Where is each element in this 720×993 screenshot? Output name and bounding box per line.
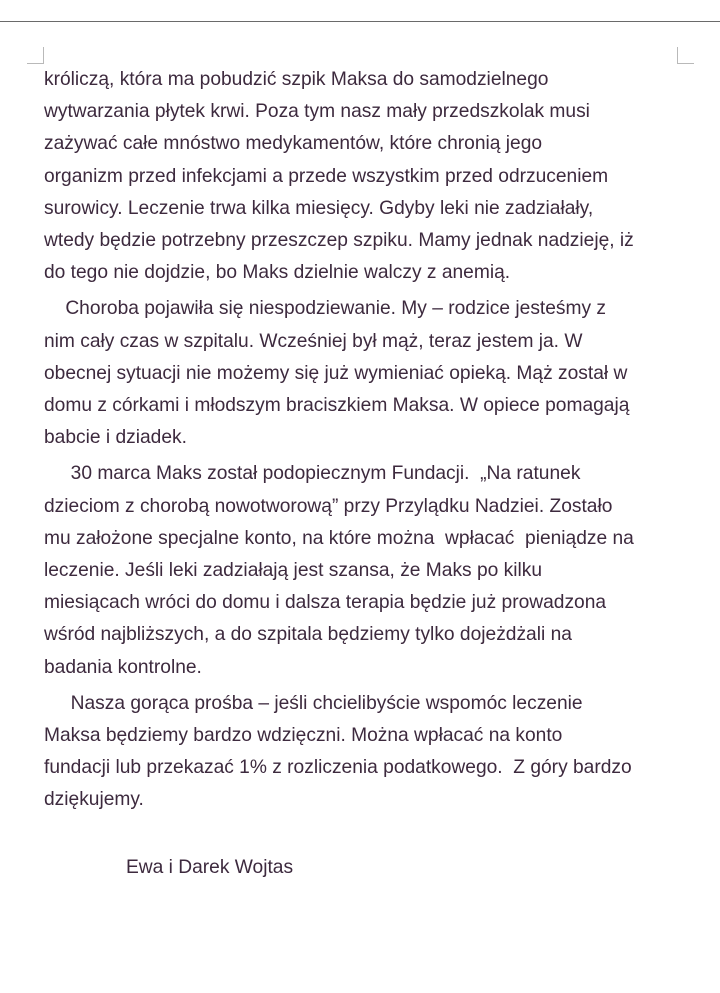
- text-line: nim cały czas w szpitalu. Wcześniej był mąż, teraz jestem ja. W: [44, 330, 583, 352]
- text-line: obecnej sytuacji nie możemy się już wymieniać opieką. Mąż został w: [44, 362, 628, 384]
- text-line: surowicy. Leczenie trwa kilka miesięcy. Gdyby leki nie zadziałały,: [44, 197, 594, 219]
- left-margin-corner-mark: [27, 47, 44, 64]
- text-line: Choroba pojawiła się niespodziewanie. My – rodzice jesteśmy z: [44, 298, 607, 320]
- page-top-border: [0, 21, 720, 22]
- text-line: badania kontrolne.: [44, 656, 202, 678]
- paragraph-1: [44, 64, 684, 289]
- text-line: babcie i dziadek.: [44, 427, 187, 449]
- text-line: króliczą, która ma pobudzić szpik Maksa do samodzielnego: [44, 69, 549, 90]
- text-line: dzieciom z chorobą nowotworową” przy Przylądku Nadziei. Zostało: [44, 495, 613, 517]
- text-line: 30 marca Maks został podopiecznym Fundacji. „Na ratunek: [44, 463, 581, 485]
- right-margin-corner-mark: [677, 47, 694, 64]
- text-line: zażywać całe mnóstwo medykamentów, które chronią jego: [44, 133, 543, 155]
- text-line: wytwarzania płytek krwi. Poza tym nasz mały przedszkolak musi: [44, 101, 590, 123]
- paragraph-3: [44, 458, 684, 683]
- text-line: wtedy będzie potrzebny przeszczep szpiku. Mamy jednak nadzieję, iż: [44, 230, 634, 252]
- text-line: Nasza gorąca prośba – jeśli chcielibyście wspomóc leczenie: [44, 692, 583, 714]
- text-line: fundacji lub przekazać 1% z rozliczenia podatkowego. Z góry bardzo: [44, 757, 632, 779]
- text-line: do tego nie dojdzie, bo Maks dzielnie walczy z anemią.: [44, 262, 511, 284]
- signature: Ewa i Darek Wojtas: [126, 857, 294, 878]
- paragraph-4: [44, 688, 684, 817]
- text-line: mu założone specjalne konto, na które można wpłacać pieniądze na: [44, 527, 634, 549]
- text-line: wśród najbliższych, a do szpitala będziemy tylko dojeżdżali na: [44, 624, 572, 646]
- document-body: [44, 64, 684, 821]
- text-line: leczenie. Jeśli leki zadziałają jest szansa, że Maks po kilku: [44, 560, 543, 582]
- text-line: Maksa będziemy bardzo wdzięczni. Można wpłacać na konto: [44, 725, 563, 747]
- text-line: dziękujemy.: [44, 789, 144, 811]
- text-line: miesiącach wróci do domu i dalsza terapia będzie już prowadzona: [44, 592, 607, 614]
- text-line: organizm przed infekcjami a przede wszystkim przed odrzuceniem: [44, 165, 609, 187]
- text-line: domu z córkami i młodszym braciszkiem Maksa. W opiece pomagają: [44, 395, 630, 417]
- paragraph-2: [44, 293, 684, 454]
